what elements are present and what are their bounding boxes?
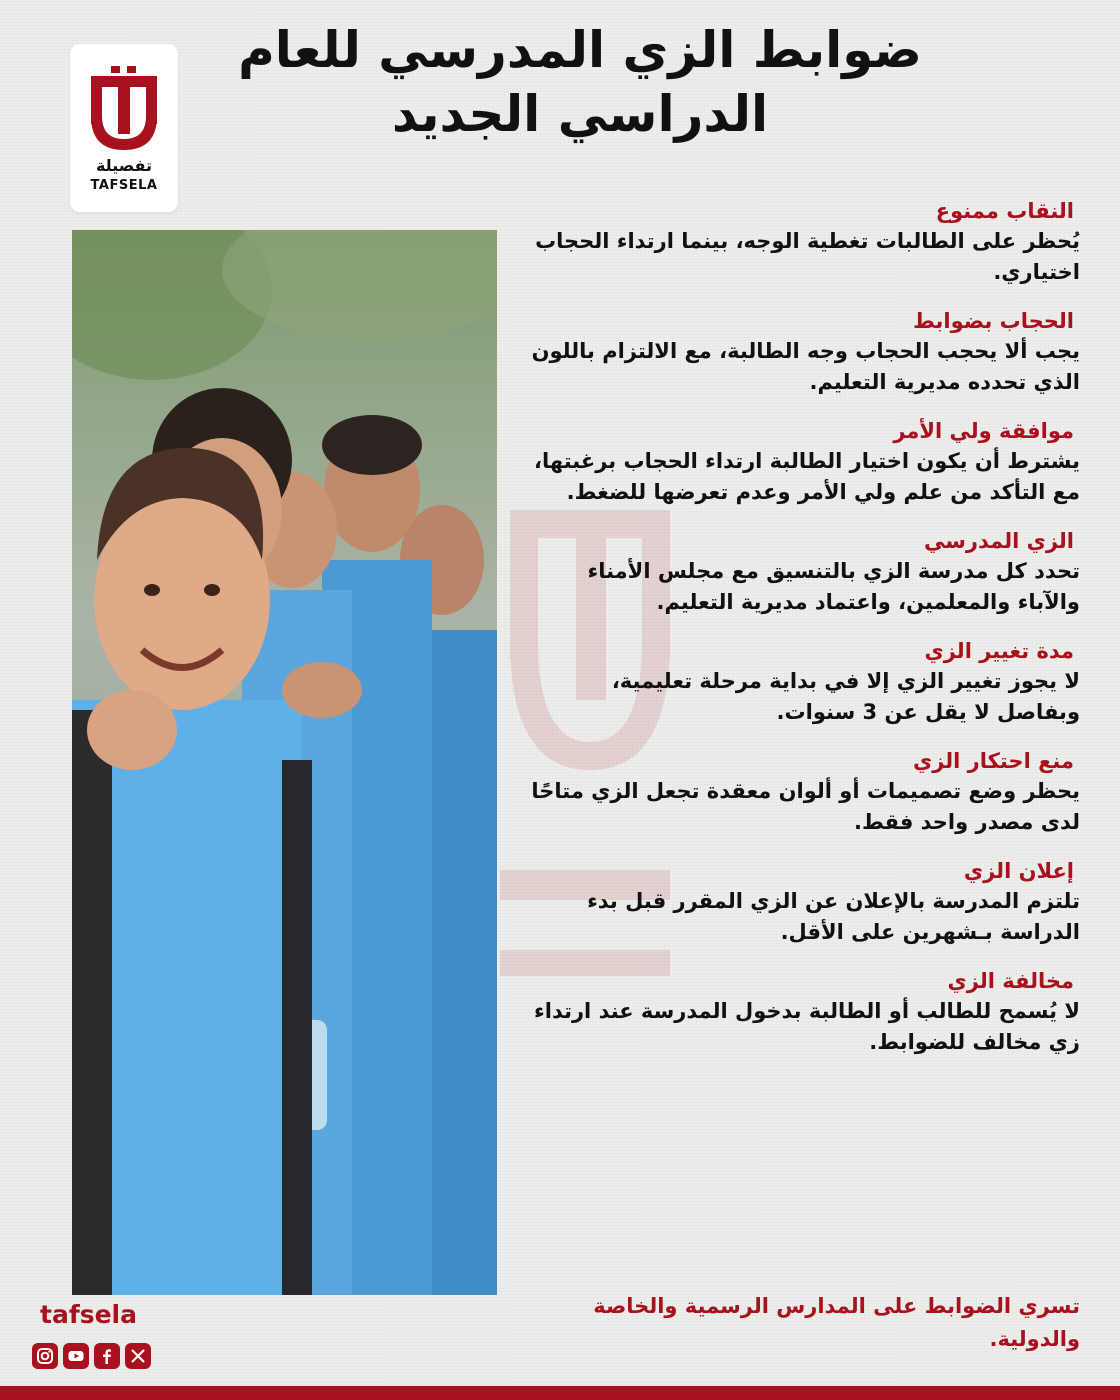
rule-title: الزي المدرسي	[924, 529, 1074, 553]
rule-title: النقاب ممنوع	[935, 199, 1074, 223]
rule-title: منع احتكار الزي	[912, 749, 1074, 773]
rule-body: يشترط أن يكون اختيار الطالبة ارتداء الحجاب برغبتها، مع التأكد من علم ولي الأمر وعدم تعرضها للضغط.	[534, 449, 1080, 504]
rule-item	[530, 306, 1080, 398]
brand-handle: tafsela	[40, 1300, 137, 1329]
rule-item	[530, 856, 1080, 948]
logo-card	[70, 44, 178, 212]
rule-body: لا يُسمح للطالب أو الطالبة بدخول المدرسة عند ارتداء زي مخالف للضوابط.	[534, 999, 1080, 1054]
title-line-2: الدراسي الجديد	[391, 85, 769, 143]
rule-item	[530, 526, 1080, 618]
youtube-icon[interactable]	[63, 1343, 89, 1369]
footer-note: تسري الضوابط على المدارس الرسمية والخاصة والدولية.	[593, 1294, 1080, 1351]
students-photo	[72, 230, 497, 1295]
rule-body: تحدد كل مدرسة الزي بالتنسيق مع مجلس الأمناء والآباء والمعلمين، واعتماد مديرية التعليم.	[587, 559, 1080, 614]
page-title	[200, 18, 960, 146]
rule-item	[530, 416, 1080, 508]
bottom-accent-bar	[0, 1386, 1120, 1400]
rule-body: يُحظر على الطالبات تغطية الوجه، بينما ارتداء الحجاب اختياري.	[535, 229, 1080, 284]
logo-text-arabic: تفصيلة	[95, 156, 153, 175]
rule-body: تلتزم المدرسة بالإعلان عن الزي المقرر قبل بدء الدراسة بـشهرين على الأقل.	[587, 889, 1080, 944]
rule-title: مخالفة الزي	[947, 969, 1074, 993]
rule-item	[530, 746, 1080, 838]
rule-title: موافقة ولي الأمر	[893, 419, 1074, 443]
logo-text-english: TAFSELA	[90, 178, 158, 193]
rule-item	[530, 966, 1080, 1058]
rules-list	[530, 196, 1080, 1076]
title-line-1: ضوابط الزي المدرسي للعام	[238, 21, 922, 79]
x-icon[interactable]	[125, 1343, 151, 1369]
rule-title: إعلان الزي	[963, 859, 1074, 883]
tafsela-logo-icon	[89, 66, 159, 152]
facebook-icon[interactable]	[94, 1343, 120, 1369]
rule-item	[530, 636, 1080, 728]
rule-title: الحجاب بضوابط	[913, 309, 1074, 333]
instagram-icon[interactable]	[32, 1343, 58, 1369]
rule-body: يحظر وضع تصميمات أو ألوان معقدة تجعل الزي متاحًا لدى مصدر واحد فقط.	[531, 779, 1080, 834]
rule-body: يجب ألا يحجب الحجاب وجه الطالبة، مع الالتزام باللون الذي تحدده مديرية التعليم.	[531, 339, 1080, 394]
social-icons	[32, 1343, 151, 1369]
rule-item	[530, 196, 1080, 288]
rule-body: لا يجوز تغيير الزي إلا في بداية مرحلة تعليمية، وبفاصل لا يقل عن 3 سنوات.	[611, 669, 1080, 724]
rule-title: مدة تغيير الزي	[924, 639, 1074, 663]
